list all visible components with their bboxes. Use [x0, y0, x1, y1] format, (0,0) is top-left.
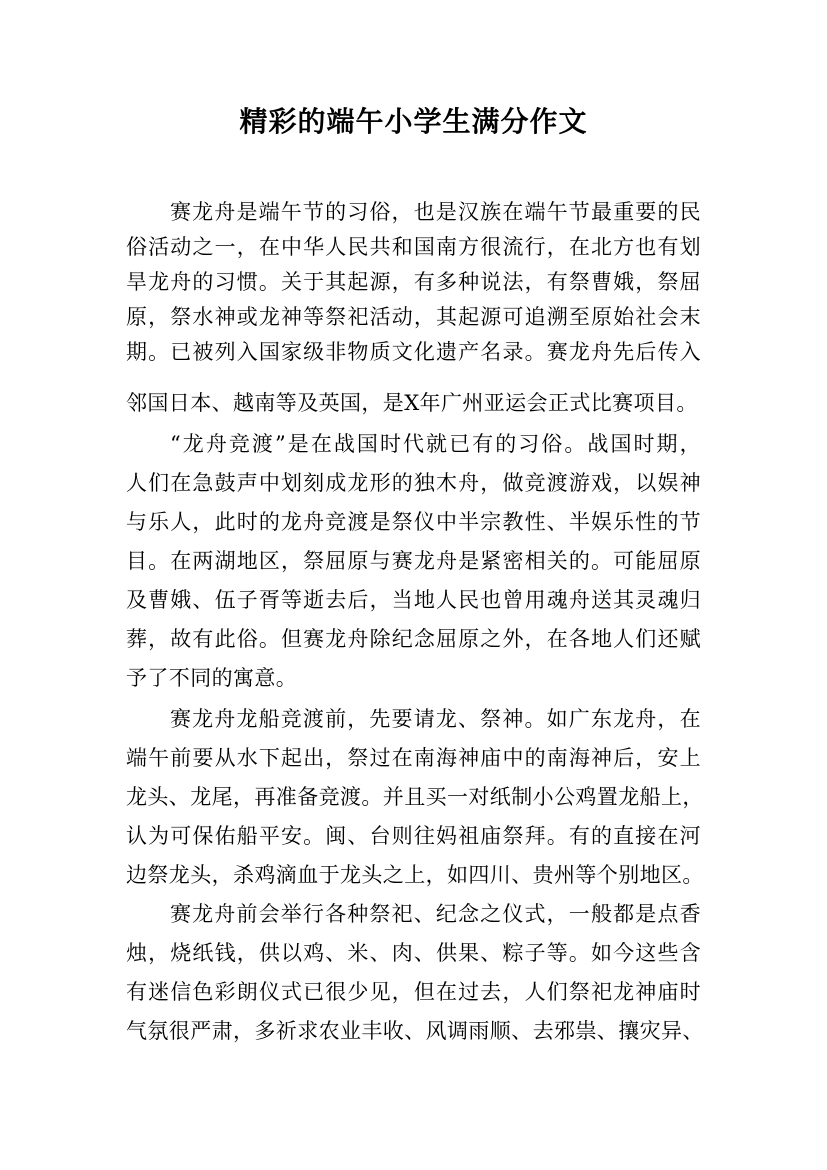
text-line: 有迷信色彩朗仪式已很少见，但在过去，人们祭祀龙神庙时: [126, 980, 701, 1004]
text-line: 予了不同的寓意。: [126, 666, 298, 690]
text-line: 气氛很严肃，多祈求农业丰收、风调雨顺、去邪祟、攘灾异、: [126, 1019, 704, 1043]
text-line: 端午前要从水下起出，祭过在南海神庙中的南海神后，安上: [126, 746, 701, 770]
text-line: 俗活动之一，在中华人民共和国南方很流行，在北方也有划: [126, 235, 701, 259]
text-line: 与乐人，此时的龙舟竞渡是祭仪中半宗教性、半娱乐性的节: [126, 510, 701, 534]
text-line: 赛龙舟是端午节的习俗，也是汉族在端午节最重要的民: [170, 200, 701, 224]
text-line: 龙头、龙尾，再准备竞渡。并且买一对纸制小公鸡置龙船上，: [126, 785, 704, 809]
text-line: 旱龙舟的习惯。关于其起源，有多种说法，有祭曹娥，祭屈: [126, 270, 701, 294]
text-line: 认为可保佑船平安。闽、台则往妈祖庙祭拜。有的直接在河: [126, 824, 701, 848]
text-line: 边祭龙头，杀鸡滴血于龙头之上，如四川、贵州等个别地区。: [126, 863, 704, 887]
text-line: 邻国日本、越南等及英国，是X年广州亚运会正式比赛项目。: [126, 391, 698, 415]
text-line: “龙舟竞渡”是在战国时代就已有的习俗。战国时期，: [170, 432, 701, 456]
text-line: 期。已被列入国家级非物质文化遗产名录。赛龙舟先后传入: [126, 340, 701, 364]
text-line: 烛，烧纸钱，供以鸡、米、肉、供果、粽子等。如今这些含: [126, 941, 701, 965]
text-line: 原，祭水神或龙神等祭祀活动，其起源可追溯至原始社会末: [126, 305, 701, 329]
text-line: 及曹娥、伍子胥等逝去后，当地人民也曾用魂舟送其灵魂归: [126, 588, 701, 612]
document-title: 精彩的端午小学生满分作文: [239, 105, 588, 138]
text-line: 赛龙舟龙船竞渡前，先要请龙、祭神。如广东龙舟，在: [170, 707, 701, 731]
text-line: 目。在两湖地区，祭屈原与赛龙舟是紧密相关的。可能屈原: [126, 549, 701, 573]
text-line: 赛龙舟前会举行各种祭祀、纪念之仪式，一般都是点香: [170, 902, 701, 926]
text-line: 葬，故有此俗。但赛龙舟除纪念屈原之外，在各地人们还赋: [126, 627, 701, 651]
text-line: 人们在急鼓声中划刻成龙形的独木舟，做竞渡游戏，以娱神: [126, 471, 701, 495]
